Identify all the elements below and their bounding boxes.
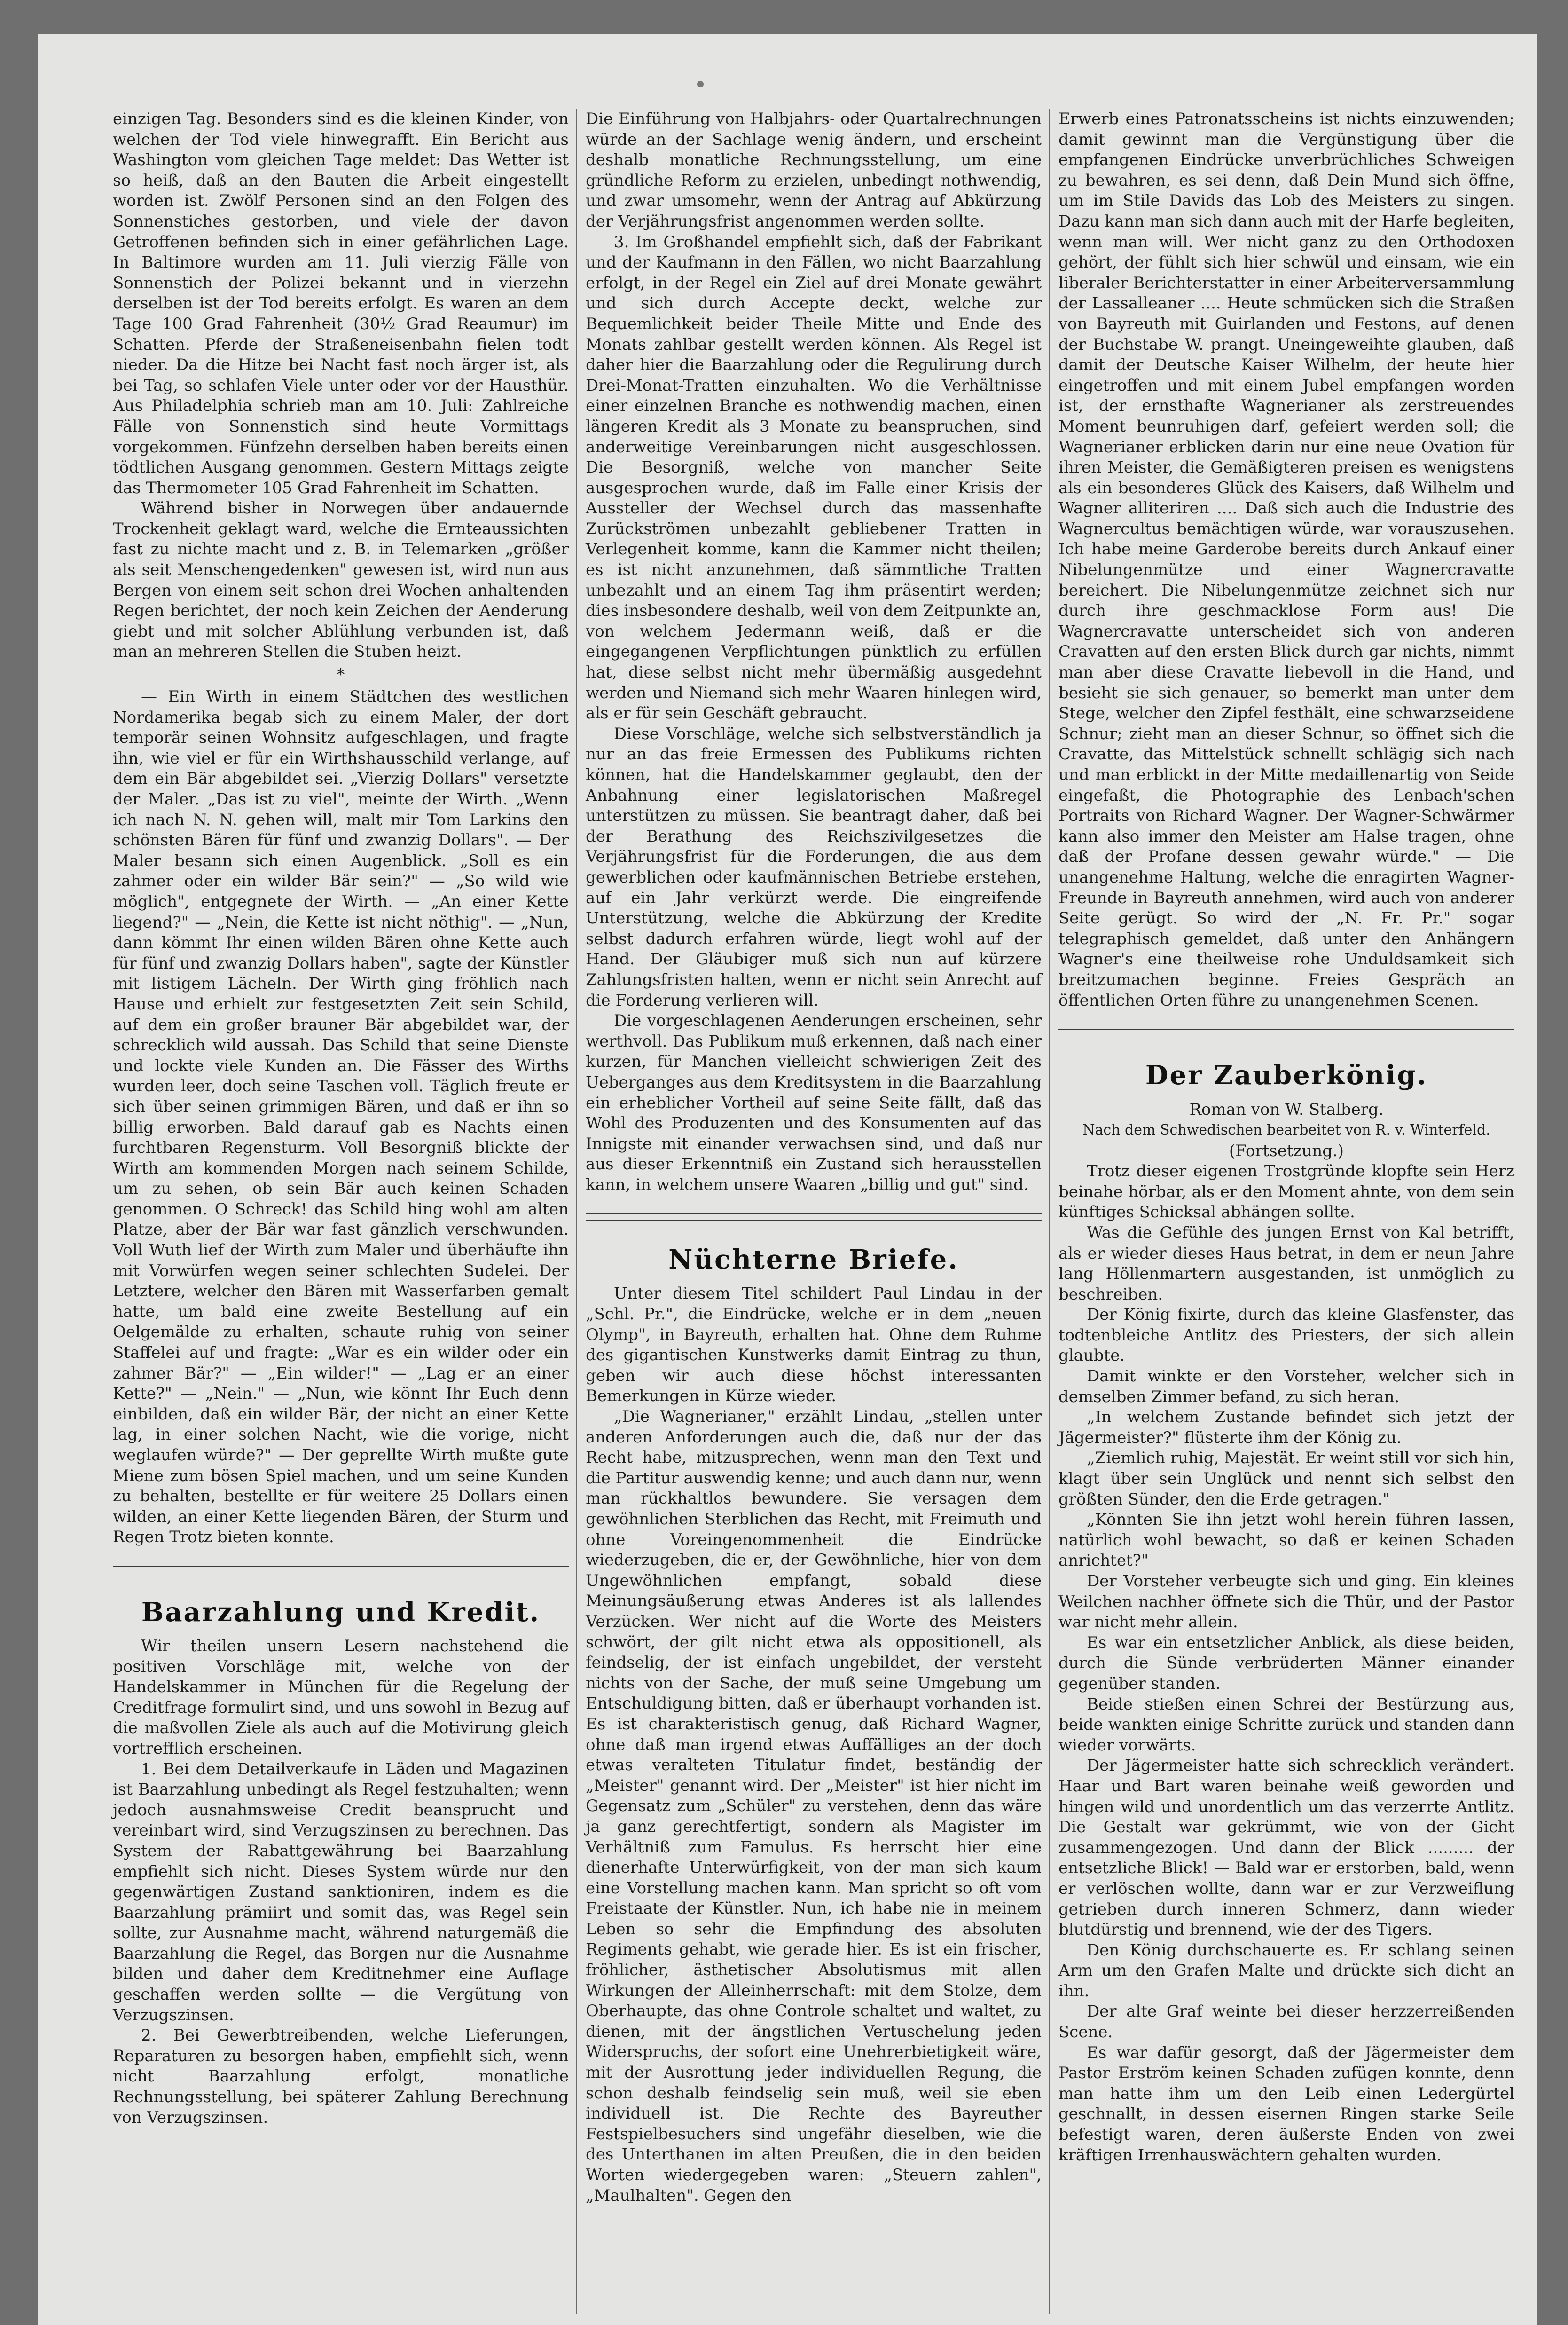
novel-paragraph: Der Vorsteher verbeugte sich und ging. Ein kleines Weilchen nachher öffnete sich die Thür, und der Pastor war nicht mehr allein. [1058, 1572, 1514, 1632]
novel-author: Roman von W. Stalberg. [1189, 1100, 1384, 1119]
norway-paragraph: Während bisher in Norwegen über andauernde Trockenheit geklagt ward, welche die Ernteaussichten fast zu nichte macht und z. B. in Telemarken „größer als seit Menschengedenken" gewesen ist, wird nun aus Bergen von einem seit schon drei Wochen anhaltenden Regen berichtet, der noch kein Zeichen der Aenderung giebt und mit solcher Ablühlung verbunden ist, daß man an mehreren Stellen die Stuben heizt. [113, 499, 569, 662]
section-rule [1058, 1029, 1514, 1036]
section-star: * [337, 665, 345, 685]
article-heading-briefe: Nüchterne Briefe. [668, 1244, 959, 1276]
novel-translator: Nach dem Schwedischen bearbeitet von R. v. Winterfeld. [1082, 1122, 1490, 1139]
novel-paragraph: Der Jägermeister hatte sich schrecklich verändert. Haar und Bart waren beinahe weiß geworden und hingen wild und unordentlich um das verzerrte Antlitz. Die Gestalt war gekrümmt, wie von der Gicht zusammengezogen. Und dann der Blick ......... der entsetzliche Blick! — Bald war er erstorben, bald, wenn er verlöschen wollte, dann war er zur Verzweiflung getrieben durch inneren Schmerz, dann wieder blutdürstig und brennend, wie der des Tigers. [1058, 1756, 1514, 1939]
column-separator [1049, 109, 1050, 2314]
column-separator [576, 109, 577, 2314]
column-3 [1058, 109, 1514, 2166]
section-rule [586, 1213, 1042, 1221]
novel-paragraph: „Könnten Sie ihn jetzt wohl herein führen lassen, natürlich wohl bewacht, so daß er keinen Schaden anrichtet?" [1058, 1510, 1514, 1570]
section-rule [113, 1566, 569, 1573]
baar-paragraph: 3. Im Großhandel empfiehlt sich, daß der Fabrikant und der Kaufmann in den Fällen, wo nicht Baarzahlung erfolgt, in der Regel ein Ziel auf drei Monate gewährt und sich durch Accepte deckt, welche zur Bequemlichkeit beider Theile Mitte und Ende des Monats zahlbar gestellt werden können. Als Regel ist daher hier die Baarzahlung oder die Regulirung durch Drei-Monat-Tratten einzuhalten. Wo die Verhältnisse einer einzelnen Branche es nothwendig machen, einen längeren Kredit als 3 Monate zu beanspruchen, sind anderweitige Vereinbarungen nicht ausgeschlossen. Die Besorgniß, welche von mancher Seite ausgesprochen wurde, daß im Falle einer Krisis der Aussteller der Wechsel durch das massenhafte Zurückströmen unbezahlt gebliebener Tratten in Verlegenheit komme, kann die Kammer nicht theilen; es ist nicht anzunehmen, daß sämmtliche Tratten unbezahlt und an einem Tag ihm präsentirt werden; dies insbesondere deshalb, weil von dem Zeitpunkte an, von welchem Jedermann weiß, daß er die eingegangenen Verpflichtungen pünktlich zu erfüllen hat, diese selbst nicht mehr übermäßig ausgedehnt werden und Niemand sich mehr Waaren hinlegen wird, als er für sein Geschäft gebraucht. [586, 232, 1042, 723]
wirth-article: — Ein Wirth in einem Städtchen des westlichen Nordamerika begab sich zu einem Maler, der dort temporär seinen Wohnsitz aufgeschlagen, und fragte ihn, wie viel er für ein Wirthshausschild verlange, auf dem ein Bär abgebildet sei. „Vierzig Dollars" versetzte der Maler. „Das ist zu viel", meinte der Wirth. „Wenn ich nach N. N. gehen will, malt mir Tom Larkins den schönsten Bären für fünf und zwanzig Dollars". — Der Maler besann sich einen Augenblick. „Soll es ein zahmer oder ein wilder Bär sein?" — „So wild wie möglich", entgegnete der Wirth. — „An einer Kette liegend?" — „Nein, die Kette ist nicht nöthig". — „Nun, dann kömmt Ihr einen wilden Bären ohne Kette auch für fünf und zwanzig Dollars haben", sagte der Künstler mit listigem Lächeln. Der Wirth ging fröhlich nach Hause und erhielt zur festgesetzten Zeit sein Schild, auf dem ein großer brauner Bär abgebildet war, der schrecklich wild aussah. Das Schild that seine Dienste und lockte viele Kunden an. Die Fässer des Wirths wurden leer, doch seine Taschen voll. Täglich freute er sich über seinen grimmigen Bären, und daß er ihn so billig erworben. Bald darauf gab es Nachts einen furchtbaren Regensturm. Voll Besorgniß blickte der Wirth am kommenden Morgen nach seinem Schilde, um zu sehen, ob sein Bär auch keinen Schaden genommen. O Schreck! das Schild hing wohl am alten Platze, aber der Bär war fast gänzlich verschwunden. Voll Wuth lief der Wirth zum Maler und überhäufte ihn mit Vorwürfen wegen seiner schlechten Sudelei. Der Letztere, welcher den Bären mit Wasserfarben gemalt hatte, um bald eine zweite Bestellung auf ein Oelgemälde zu erhalten, schaute ruhig von seiner Staffelei auf und fragte: „War es ein wilder oder ein zahmer Bär?" — „Ein wilder!" — „Lag er an einer Kette?" — „Nein." — „Nun, wie könnt Ihr Euch denn einbilden, daß ein wilder Bär, der nicht an einer Kette lag, in einer solchen Nacht, wie die vorige, nicht weglaufen würde?" — Der geprellte Wirth mußte gute Miene zum bösen Spiel machen, und um seine Kunden zu behalten, bestellte er für weitere 25 Dollars einen wilden, an einer Kette liegenden Bären, der Sturm und Regen Trotz bieten konnte. [113, 687, 569, 1547]
novel-paragraph: Trotz dieser eigenen Trostgründe klopfte sein Herz beinahe hörbar, als er den Moment ahnte, von dem sein künftiges Schicksal abhängen sollte. [1058, 1162, 1514, 1222]
column-1 [113, 109, 569, 2128]
briefe-paragraph: Erwerb eines Patronatsscheins ist nichts einzuwenden; damit gewinnt man die Vergünstigung über die empfangenen Eindrücke unverbrüchliches Schweigen zu bewahren, es sei denn, daß Dein Mund sich öffne, um im Stile Davids das Lob des Meisters zu singen. Dazu kann man sich dann auch mit der Harfe begleiten, wenn man will. Wer nicht ganz zu den Orthodoxen gehört, der fühlt sich hier schwül und einsam, wie ein liberaler Berichterstatter in einer Arbeiterversammlung der Lassalleaner .... Heute schmücken sich die Straßen von Bayreuth mit Guirlanden und Festons, auf denen der Buchstabe W. prangt. Uneingeweihte glauben, daß damit der Deutsche Kaiser Wilhelm, der heute hier eingetroffen und mit einem Jubel empfangen worden ist, der ernsthafte Wagnerianer als zerstreuendes Moment beunruhigen darf, gefeiert werden soll; die Wagnerianer erblicken darin nur eine neue Ovation für ihren Meister, die Gemäßigteren preisen es wenigstens als ein besonderes Glück des Kaisers, daß Wilhelm und Wagner alliteriren .... Daß sich auch die Industrie des Wagnercultus bemächtigen würde, war vorauszusehen. Ich habe meine Garderobe bereits durch Ankauf einer Nibelungenmütze und einer Wagnercravatte bereichert. Die Nibelungenmütze zeichnet sich nur durch ihre geschmacklose Form aus! Die Wagnercravatte unterscheidet sich von anderen Cravatten auf den ersten Blick durch gar nichts, nimmt man aber diese Cravatte liebevoll in die Hand, und besieht sie sich genauer, so bemerkt man unter dem Stege, welcher den Zipfel festhält, eine schwarzseidene Schnur; zieht man an dieser Schnur, so öffnet sich die Cravatte, das Mittelstück schnellt schlägig sich nach und man erblickt in der Mitte medaillenartig von Seide eingefaßt, die Photographie des Lenbach'schen Portraits von Richard Wagner. Der Wagner-Schwärmer kann also immer den Meister am Halse tragen, ohne daß der Profane dessen gewahr würde." — Die unangenehme Haltung, welche die enragirten Wagner-Freunde in Bayreuth annehmen, wird auch von anderer Seite gerügt. So wird der „N. Fr. Pr." sogar telegraphisch gemeldet, daß unter den Anhängern Wagner's eine theilweise rohe Unduldsamkeit sich breitzumachen beginne. Freies Gespräch an öffentlichen Orten führe zu unangenehmen Scenen. [1058, 110, 1514, 1010]
novel-paragraph: „In welchem Zustande befindet sich jetzt der Jägermeister?" flüsterte ihm der König zu. [1058, 1408, 1514, 1447]
novel-paragraph: Damit winkte er den Vorsteher, welcher sich in demselben Zimmer befand, zu sich heran. [1058, 1367, 1514, 1406]
novel-paragraph: Der König fixirte, durch das kleine Glasfenster, das todtenbleiche Antlitz des Priesters, der sich allein glaubte. [1058, 1305, 1514, 1365]
column-2 [586, 109, 1042, 2206]
baar-paragraph: Die vorgeschlagenen Aenderungen erscheinen, sehr werthvoll. Das Publikum muß erkennen, daß nach einer kurzen, für Manchen vielleicht schwierigen Zeit des Ueberganges aus dem Kreditsystem in die Baarzahlung ein erheblicher Vortheil auf seine Seite fällt, daß das Wohl des Produzenten und des Konsumenten auf das Innigste mit einander verwachsen sind, und daß nur aus dieser Erkenntniß ein Zustand sich herausstellen kann, in welchem unsere Waaren „billig und gut" sind. [586, 1011, 1042, 1194]
novel-paragraph: Es war ein entsetzlicher Anblick, als diese beiden, durch die Sünde verbrüderten Männer einander gegenüber standen. [1058, 1633, 1514, 1693]
print-dot [697, 81, 704, 87]
article-heading-zauberkoenig: Der Zauberkönig. [1145, 1060, 1428, 1091]
novel-paragraph: Den König durchschauerte es. Er schlang seinen Arm um den Grafen Malte und drückte sich dicht an ihn. [1058, 1940, 1514, 2001]
continuation-note: (Fortsetzung.) [1229, 1142, 1344, 1161]
baar-paragraph: 2. Bei Gewerbtreibenden, welche Lieferungen, Reparaturen zu besorgen haben, empfiehlt sich, wenn nicht Baarzahlung erfolgt, monatliche Rechnungsstellung, bei späterer Zahlung Berechnung von Verzugszinsen. [113, 2026, 569, 2127]
newspaper-page [38, 34, 1537, 2325]
article-heading-baarzahlung: Baarzahlung und Kredit. [141, 1596, 541, 1628]
briefe-paragraph: Unter diesem Titel schildert Paul Lindau in der „Schl. Pr.", die Eindrücke, welche er in dem „neuen Olymp", in Bayreuth, erhalten hat. Ohne dem Ruhme des gigantischen Kunstwerks damit Eintrag zu thun, geben wir auch diese höchst interessanten Bemerkungen in Kürze wieder. [586, 1284, 1042, 1406]
novel-paragraph: Es war dafür gesorgt, daß der Jägermeister dem Pastor Erström keinen Schaden zufügen konnte, denn man hatte ihm um den Leib einen Ledergürtel geschnallt, in dessen eisernen Ringen starke Seile befestigt waren, deren äußerste Enden von zwei kräftigen Irrenhauswächtern gehalten wurden. [1058, 2043, 1514, 2165]
novel-paragraph: Beide stießen einen Schrei der Bestürzung aus, beide wankten einige Schritte zurück und standen dann wieder vorwärts. [1058, 1694, 1514, 1755]
novel-paragraph: Was die Gefühle des jungen Ernst von Kal betrifft, als er wieder dieses Haus betrat, in dem er neun Jahre lang Höllenmartern ausgestanden, ist unmöglich zu beschreiben. [1058, 1223, 1514, 1304]
baar-paragraph: Die Einführung von Halbjahrs- oder Quartalrechnungen würde an der Sachlage wenig ändern, und erscheint deshalb monatliche Rechnungsstellung, um eine gründliche Reform zu erzielen, unbedingt nothwendig, und zwar umsomehr, wenn der Antrag auf Abkürzung der Verjährungsfrist angenommen werden sollte. [586, 110, 1042, 231]
baar-paragraph: Diese Vorschläge, welche sich selbstverständlich ja nur an das freie Ermessen des Publikums richten können, hat die Handelskammer geglaubt, den der Anbahnung einer legislatorischen Maßregel unterstützen zu müssen. Sie beantragt daher, daß bei der Berathung des Reichszivilgesetzes die Verjährungsfrist für die Forderungen, die aus dem gewerblichen oder kaufmännischen Betriebe erstehen, auf ein Jahr verkürzt werde. Die eingreifende Unterstützung, welche die Abkürzung der Kredite selbst dadurch erfahren würde, liegt wohl auf der Hand. Der Gläubiger muß sich nun auf kürzere Zahlungsfristen halten, wenn er nicht sein Anrecht auf die Forderung verlieren will. [586, 724, 1042, 1010]
baar-paragraph: Wir theilen unsern Lesern nachstehend die positiven Vorschläge mit, welche von der Handelskammer in München für die Regelung der Creditfrage formulirt sind, und uns sowohl in Bezug auf die maßvollen Ziele als auch auf die Motivirung gleich vortrefflich erscheinen. [113, 1636, 569, 1758]
novel-paragraph: „Ziemlich ruhig, Majestät. Er weint still vor sich hin, klagt über sein Unglück und nennt sich selbst den größten Sünder, den die Erde getragen." [1058, 1449, 1514, 1509]
baar-paragraph: 1. Bei dem Detailverkaufe in Läden und Magazinen ist Baarzahlung unbedingt als Regel festzuhalten; wenn jedoch ausnahmsweise Credit beansprucht und vereinbart wird, sind Verzugszinsen zu berechnen. Das System der Rabattgewährung bei Baarzahlung empfiehlt sich nicht. Dieses System würde nur den gegenwärtigen Zustand sanktioniren, indem es die Baarzahlung prämiirt und somit das, was Regel sein sollte, zur Ausnahme macht, während naturgemäß die Baarzahlung die Regel, das Borgen nur die Ausnahme bilden und daher dem Kreditnehmer eine Auflage geschaffen werden sollte — die Vergütung von Verzugszinsen. [113, 1759, 569, 2025]
heat-report-paragraph: einzigen Tag. Besonders sind es die kleinen Kinder, von welchen der Tod viele hinwegrafft. Ein Bericht aus Washington vom gleichen Tage meldet: Das Wetter ist so heiß, daß an den Bauten die Arbeit eingestellt worden ist. Zwölf Personen sind an den Folgen des Sonnenstiches gestorben, und viele der davon Getroffenen befinden sich in einer gefährlichen Lage. In Baltimore wurden am 11. Juli vierzig Fälle von Sonnenstich der Polizei bekannt und in vierzehn derselben ist der Tod bereits erfolgt. Es waren an dem Tage 100 Grad Fahrenheit (30½ Grad Reaumur) im Schatten. Pferde der Straßeneisenbahn fielen todt nieder. Da die Hitze bei Nacht fast noch ärger ist, als bei Tag, so schlafen Viele unter oder vor der Hausthür. Aus Philadelphia schrieb man am 10. Juli: Zahlreiche Fälle von Sonnenstich sind heute Vormittags vorgekommen. Fünfzehn derselben haben bereits einen tödtlichen Ausgang genommen. Gestern Mittags zeigte das Thermometer 105 Grad Fahrenheit im Schatten. [113, 110, 569, 497]
briefe-paragraph: „Die Wagnerianer," erzählt Lindau, „stellen unter anderen Anforderungen auch die, daß nur der das Recht habe, mitzusprechen, wenn man den Text und die Partitur auswendig kenne; und auch dann nur, wenn man rückhaltlos bewundere. Sie versagen dem gewöhnlichen Sterblichen das Recht, mit Freimuth und ohne Voreingenommenheit die Eindrücke wiederzugeben, die er, der Gewöhnliche, hier von dem Ungewöhnlichen empfangt, sobald diese Meinungsäußerung etwas Anderes ist als lallendes Verzücken. Wer nicht auf die Worte des Meisters schwört, der gilt nicht etwa als oppositionell, als feindselig, der ist einfach ungebildet, der versteht nichts von der Sache, der muß seine Umgebung um Entschuldigung bitten, daß er überhaupt vorhanden ist. Es ist charakteristisch genug, daß Richard Wagner, ohne daß man irgend etwas Auffälliges an der doch etwas veralteten Titulatur findet, beständig der „Meister" genannt wird. Der „Meister" ist hier nicht im Gegensatz zum „Schüler" zu verstehen, denn das wäre ja ganz gerechtfertigt, sondern als Magister im Verhältniß zum Famulus. Es herrscht hier eine dienerhafte Unterwürfigkeit, von der man sich kaum eine Vorstellung machen kann. Man spricht so oft vom Freistaate der Künstler. Nun, ich habe nie in meinem Leben so sehr die Empfindung des absoluten Regiments gehabt, wie gerade hier. Es ist ein frischer, fröhlicher, ästhetischer Absolutismus mit allen Wirkungen der Alleinherrschaft: mit dem Stolze, dem Oberhaupte, das ohne Controle schaltet und waltet, zu dienen, mit der ängstlichen Vertuschelung jeden Widerspruchs, der sofort eine Unehrerbietigkeit wäre, mit der Ausrottung jeder individuellen Regung, die schon deshalb feindselig sein muß, weil sie eben individuell ist. Die Rechte des Bayreuther Festspielbesuchers sind ungefähr dieselben, wie die des Unterthanen im alten Preußen, die in den beiden Worten wiedergegeben waren: „Steuern zahlen", „Maulhalten". Gegen den [586, 1407, 1042, 2205]
novel-paragraph: Der alte Graf weinte bei dieser herzzerreißenden Scene. [1058, 2002, 1514, 2042]
